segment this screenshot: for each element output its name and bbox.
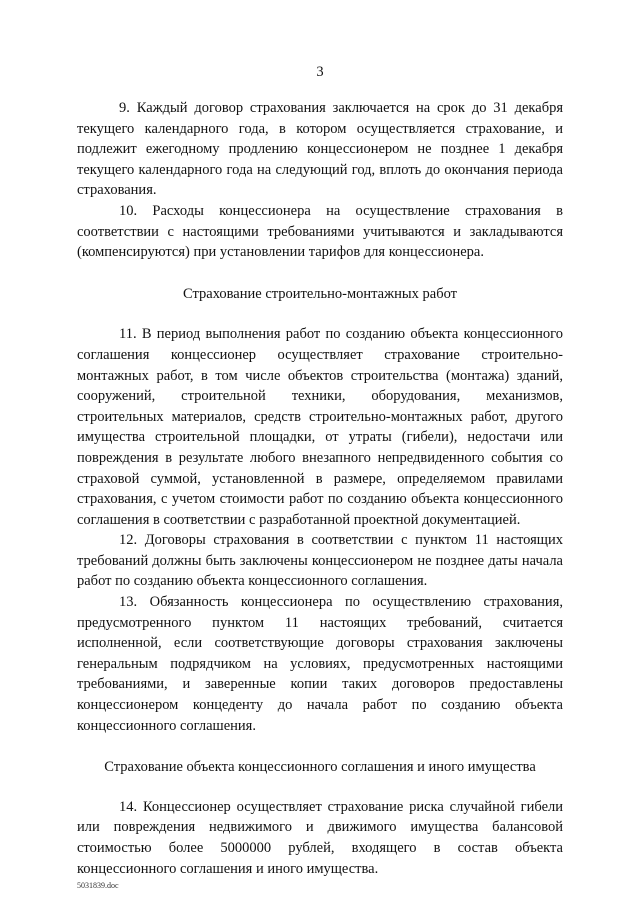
paragraph-13: 13. Обязанность концессионера по осуществлению страхования, предусмотренного пунктом 11 настоящих требований, считается исполненной, если соответствующие договоры страхования заключены генеральным подрядчиком на условиях, предусмотренных настоящими требованиями, и заверенные копии таких договоров предоставлены концессионером концеденту до начала работ по созданию объекта концессионного соглашения. — [77, 594, 563, 734]
paragraph-9: 9. Каждый договор страхования заключается на срок до 31 декабря текущего календарного года, в котором осуществляется страхование, и подлежит ежегодному продлению концессионером не позднее 1 декабря текущего календарного года на следующий год, вплоть до окончания периода страхования. — [77, 100, 563, 199]
page-number: 3 — [316, 64, 324, 80]
section-heading-property: Страхование объекта концессионного соглашения и иного имущества — [104, 759, 536, 776]
paragraph-14: 14. Концессионер осуществляет страхование риска случайной гибели или повреждения недвижимого и движимого имущества балансовой стоимостью более 5000000 рублей, входящего в состав объекта концессионного соглашения и иного имущества. — [77, 798, 563, 877]
section-heading-construction: Страхование строительно-монтажных работ — [183, 285, 457, 302]
paragraph-10: 10. Расходы концессионера на осуществление страхования в соответствии с настоящими требованиями учитываются и закладываются (компенсируются) при установлении тарифов для концессионера. — [77, 202, 563, 261]
footer-filename: 5031839.doc — [77, 881, 119, 890]
paragraph-11: 11. В период выполнения работ по созданию объекта концессионного соглашения концессионер осуществляет страхование строительно-монтажных работ, в том числе объектов строительства (монтажа) зданий, сооружений, строительной техники, оборудования, механизмов, строительных материалов, средств строительно-монтажных работ, другого имущества строительной площадки, от утраты (гибели), недостачи или повреждения в результате любого внезапного непредвиденного события со страховой суммой, установленной в размере, определяемом правилами страхования, с учетом стоимости работ по созданию объекта концессионного соглашения в соответствии с разработанной проектной документацией. — [77, 326, 563, 528]
paragraph-12: 12. Договоры страхования в соответствии с пунктом 11 настоящих требований должны быть заключены концессионером не позднее даты начала работ по созданию объекта концессионного соглашения. — [77, 532, 563, 590]
document-body — [77, 98, 563, 879]
